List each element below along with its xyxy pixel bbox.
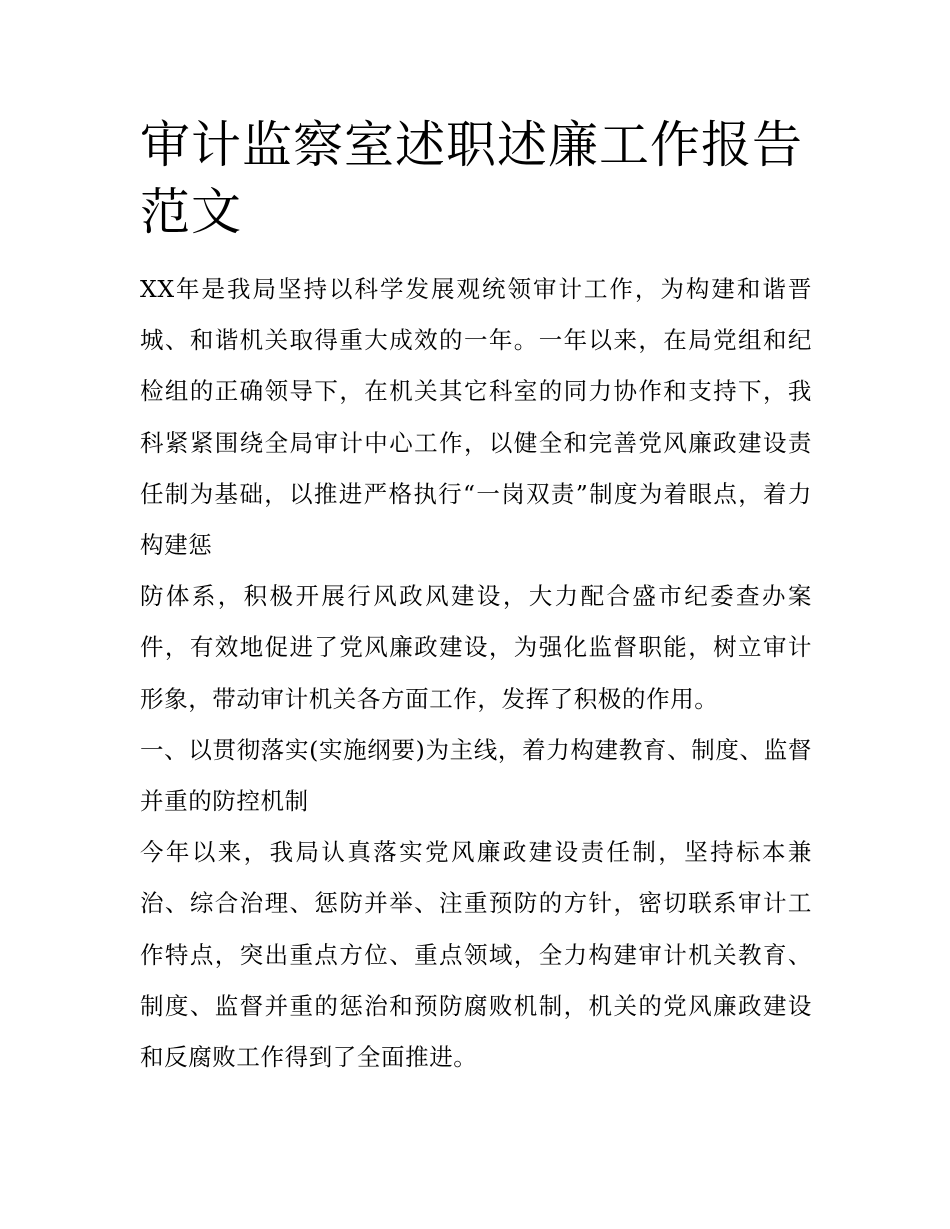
document-title: 审计监察室述职述廉工作报告范文 [140, 116, 803, 241]
document-body [140, 112, 812, 1083]
paragraph-intro: XX年是我局坚持以科学发展观统领审计工作，为构建和谐晋城、和谐机关取得重大成效的一年。一年以来，在局党组和纪检组的正确领导下，在机关其它科室的同力协作和支持下，我科紧紧围绕全局审计中心工作，以健全和完善党风廉政建设责任制为基础，以推进严格执行“一岗双责”制度为着眼点，着力构建惩 [140, 275, 812, 560]
paragraph-section-1: 今年以来，我局认真落实党风廉政建设责任制，坚持标本兼治、综合治理、惩防并举、注重预防的方针，密切联系审计工作特点，突出重点方位、重点领域，全力构建审计机关教育、制度、监督并重的惩治和预防腐败机制，机关的党风廉政建设和反腐败工作得到了全面推进。 [140, 838, 812, 1072]
paragraph-continuation: 防体系，积极开展行风政风建设，大力配合盛市纪委查办案件，有效地促进了党风廉政建设，为强化监督职能，树立审计形象，带动审计机关各方面工作，发挥了积极的作用。 [140, 582, 812, 713]
section-heading-1: 一、以贯彻落实(实施纲要)为主线，着力构建教育、制度、监督并重的防控机制 [140, 735, 812, 816]
